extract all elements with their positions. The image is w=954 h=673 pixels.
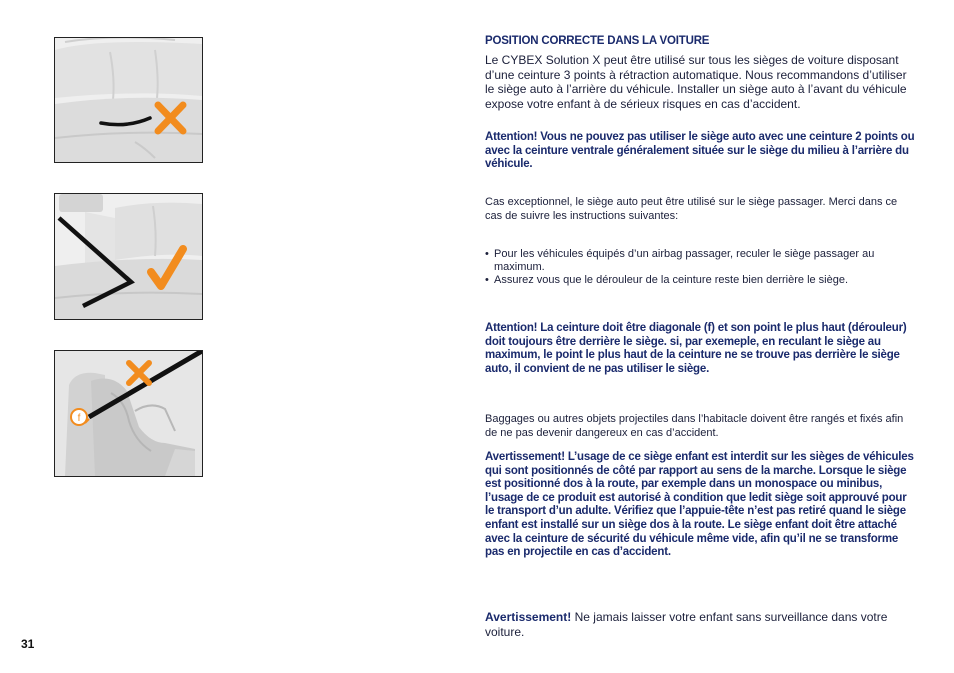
warning-paragraph-1: Avertissement! L’usage de ce siège enfant est interdit sur les sièges de véhicules qui sont positionnés de côté par rapport au sens de la marche. Lorsque le siège est positionné dos à la route, par exemple dans un monospace ou minibus, l’usage de ce produit est autorisé à condition que ledit siège soit approuvé pour le transport d’un adulte. Vérifiez que l’appuie-tête n’est pas retiré quand le siège enfant est installé sur un siège dos à la route. Le siège enfant doit être attaché avec la ceinture de sécurité du véhicule même vide, afin qu’il ne se transforme pas en projectile en cas d’accident. [485,451,914,559]
illustration-seat-3-point-belt [55,194,202,319]
label-f-badge [71,409,87,425]
attention-paragraph-1: Attention! Vous ne pouvez pas utiliser le siège auto avec une ceinture 2 points ou avec la ceinture ventrale généralement située sur le siège du milieu à l’arrière du véhicule. [485,131,915,171]
warning-paragraph-2 [485,610,915,639]
label-f-text: f [77,413,81,424]
page-number: 31 [21,637,35,651]
figure-lap-belt-not-allowed [54,37,203,163]
illustration-child-seat-belt-routing [55,351,202,476]
warning-text: Ne jamais laisser votre enfant sans surveillance dans votre voiture. [485,610,888,639]
exception-paragraph: Cas exceptionnel, le siège auto peut être utilisé sur le siège passager. Merci dans ce cas de suivre les instructions suivantes: [485,196,898,222]
list-item: • Pour les véhicules équipés d’un airbag passager, reculer le siège passager au maximum. [485,248,915,274]
figure-belt-diagonal [54,350,203,477]
figure-3-point-belt-allowed [54,193,203,320]
warning-label: Avertissement! [485,610,572,624]
luggage-paragraph: Baggages ou autres objets projectiles dans l’habitacle doivent être rangés et fixés afin de ne pas devenir dangereux en cas d’accident. [485,413,904,439]
intro-paragraph: Le CYBEX Solution X peut être utilisé sur tous les sièges de voiture disposant d’une ceinture 3 points à rétraction automatique. Nous recommandons d’utiliser le siège auto à l’arrière du véhicule. Installer un siège auto à l’avant du véhicule expose votre enfant à de sérieux risques en cas d’accident. [485,53,907,111]
illustration-rear-bench-lap-belt [55,38,202,162]
attention-paragraph-2: Attention! La ceinture doit être diagonale (f) et son point le plus haut (dérouleur) doit toujours être derrière le siège. si, par exemeple, en reculant le siège au maximum, le point le plus haut de la ceinture ne se trouve pas derrière le siège auto, il convient de ne pas utiliser le siège. [485,322,907,375]
instructions-list [485,248,915,287]
list-item: • Assurez vous que le dérouleur de la ceinture reste bien derrière le siège. [485,274,915,287]
section-heading: POSITION CORRECTE DANS LA VOITURE [485,35,710,47]
